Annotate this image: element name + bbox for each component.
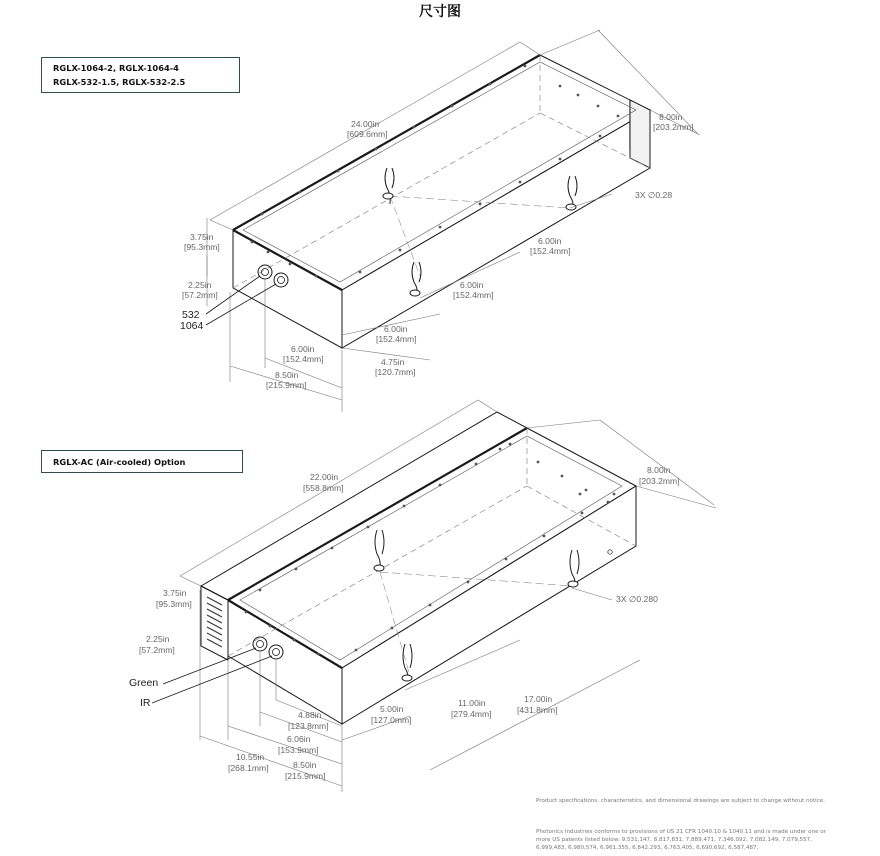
dim-ac-holes: 3X ∅0.280 — [616, 594, 658, 604]
dim-ac-850: 8.50in — [293, 760, 317, 770]
dim-offset: 4.75in — [381, 357, 405, 367]
model-line-1: RGLX-1064-2, RGLX-1064-4 — [53, 63, 179, 73]
dim-ac-1055-mm: [268.1mm] — [228, 763, 269, 773]
model-line-ac: RGLX-AC (Air-cooled) Option — [53, 457, 186, 467]
dim-spacing-b-mm: [152.4mm] — [453, 290, 494, 300]
dim-ac-850-mm: [215.9mm] — [285, 771, 326, 781]
dim-front-port: 6.00in — [291, 344, 315, 354]
port-label-1064: 1064 — [180, 320, 204, 332]
model-line-2: RGLX-532-1.5, RGLX-532-2.5 — [53, 77, 186, 87]
dim-ac-488: 4.88in — [298, 710, 322, 720]
dim-width-mm: [203.2mm] — [653, 122, 694, 132]
dim-height-mm: [95.3mm] — [184, 242, 220, 252]
dim-spacing-a-mm: [152.4mm] — [530, 246, 571, 256]
dim-ac-1055: 10.55in — [236, 752, 265, 762]
laser-head-top-drawing — [206, 30, 700, 412]
dim-ac-5: 5.00in — [380, 704, 404, 714]
page-title: 尺寸图 — [419, 4, 461, 20]
dim-ac-length-mm: [558.8mm] — [303, 483, 344, 493]
dim-ac-606-mm: [153.9mm] — [278, 745, 319, 755]
port-label-green: Green — [129, 677, 159, 689]
dim-port-height-mm: [57.2mm] — [182, 290, 218, 300]
dim-ac-height: 3.75in — [163, 588, 187, 598]
dim-ac-11-mm: [279.4mm] — [451, 709, 492, 719]
dim-ac-length: 22.00in — [310, 472, 339, 482]
dim-spacing-b: 6.00in — [460, 280, 484, 290]
footer-patents: Photonics Industries conforms to provisions of US 21 CFR 1040.10 & 1040.11 and is made under one or more US patents listed below: 9,531,147, 8,817,831, 7,889,471, 7,346,092, 7,082,149, 7,079,557, 6,999,483, 6,980,574, 6,961,355, 6,842,293, 6,763,405, 6,690,692, 6,587,487, — [536, 829, 827, 851]
dim-width: 8.00in — [659, 112, 683, 122]
dim-ac-17-mm: [431.8mm] — [517, 705, 558, 715]
dim-offset-mm: [120.7mm] — [375, 367, 416, 377]
port-label-532: 532 — [182, 309, 200, 321]
dim-front-port-mm: [152.4mm] — [283, 354, 324, 364]
dim-port-height: 2.25in — [188, 280, 212, 290]
dim-height: 3.75in — [190, 232, 214, 242]
dim-ac-port-height-mm: [57.2mm] — [139, 645, 175, 655]
dim-length: 24.00in — [351, 119, 380, 129]
dim-ac-606: 6.06in — [287, 734, 311, 744]
dim-length-mm: [609.6mm] — [347, 129, 388, 139]
dim-spacing-c-mm: [152.4mm] — [376, 334, 417, 344]
dim-ac-5-mm: [127.0mm] — [371, 715, 412, 725]
dim-ac-11: 11.00in — [458, 698, 486, 708]
dim-holes: 3X ∅0.28 — [635, 190, 673, 200]
dim-ac-488-mm: [123.8mm] — [288, 721, 329, 731]
dim-front-total: 8.50in — [275, 370, 299, 380]
dim-ac-height-mm: [95.3mm] — [156, 599, 192, 609]
dim-spacing-c: 6.00in — [384, 324, 408, 334]
dim-ac-width-mm: [203.2mm] — [639, 476, 680, 486]
footer-disclaimer: Product specifications, characteristics, and dimensional drawings are subject to change without notice. — [536, 798, 825, 804]
dim-spacing-a: 6.00in — [538, 236, 562, 246]
dim-ac-width: 8.00in — [647, 465, 671, 475]
dim-ac-port-height: 2.25in — [146, 634, 170, 644]
dim-front-total-mm: [215.9mm] — [266, 380, 307, 390]
dim-ac-17: 17.00in — [524, 694, 553, 704]
port-label-ir: IR — [140, 697, 151, 709]
